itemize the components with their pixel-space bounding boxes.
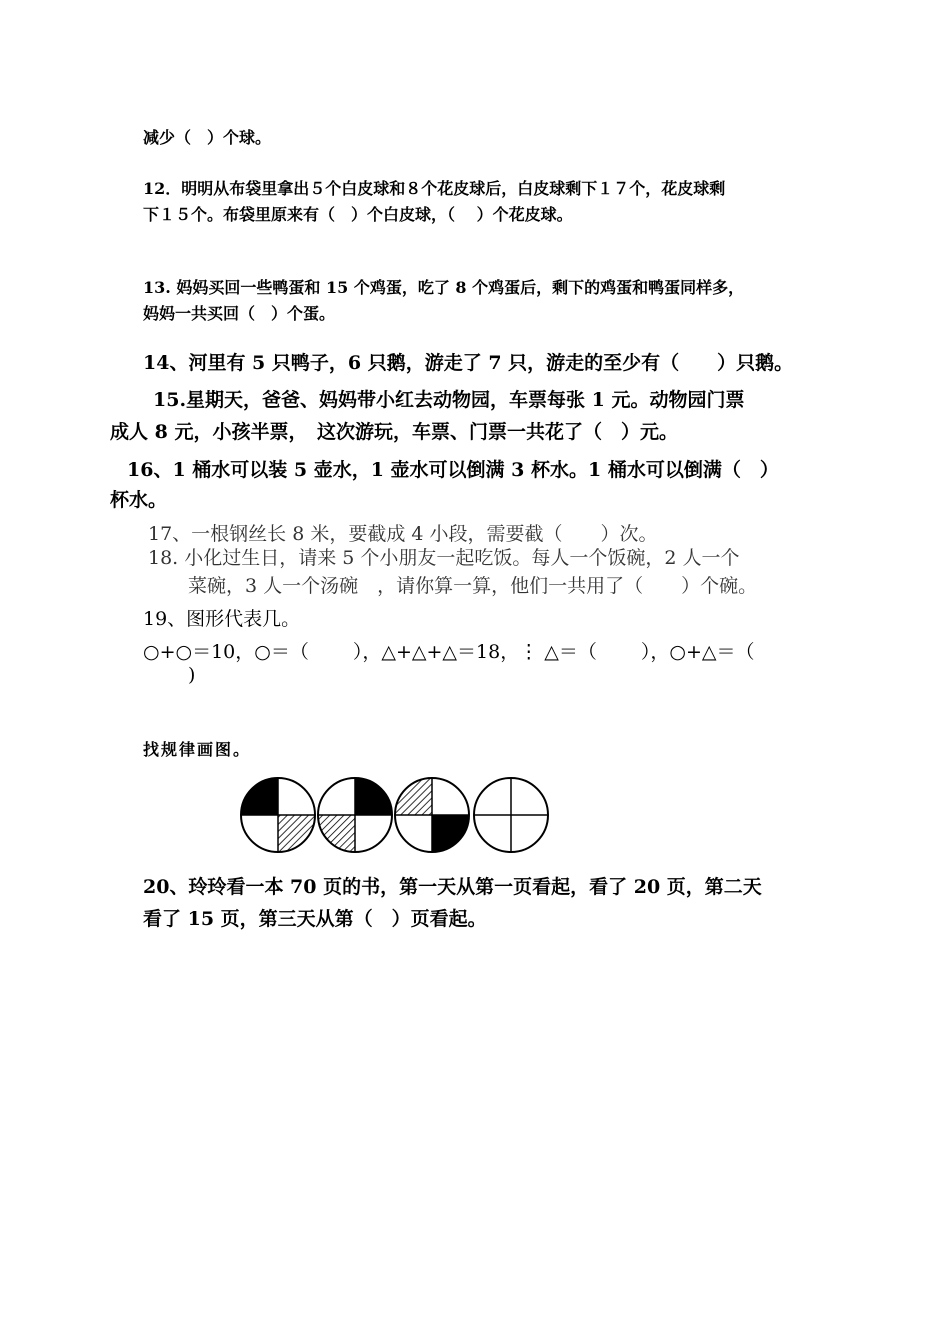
q14: 14、河里有 5 只鸭子，6 只鹅，游走了 7 只，游走的至少有（ ）只鹅。 — [143, 352, 794, 374]
q13-line2: 妈妈一共买回（ ）个蛋。 — [143, 304, 336, 323]
q16-line2: 杯水。 — [110, 489, 168, 511]
pattern-circle — [474, 778, 548, 852]
q16-line1: 16、1 桶水可以装 5 壶水，1 壶水可以倒满 3 杯水。1 桶水可以倒满（ ） — [127, 459, 779, 481]
q18-line2: 菜碗，3 人一个汤碗 ，请你算一算，他们一共用了（ ）个碗。 — [188, 575, 758, 597]
q12-line1: 12．明明从布袋里拿出５个白皮球和８个花皮球后，白皮球剩下１７个，花皮球剩 — [143, 179, 726, 198]
pattern-circles-figure — [238, 772, 558, 862]
q18-line1: 18. 小化过生日，请来 5 个小朋友一起吃饭。每人一个饭碗，2 人一个 — [148, 547, 740, 569]
pattern-title: 找规律画图。 — [143, 740, 252, 759]
q11-tail: 减少（ ）个球。 — [143, 128, 272, 147]
q19-title: 19、图形代表几。 — [143, 608, 301, 630]
q13-line1: 13. 妈妈买回一些鸭蛋和 15 个鸡蛋，吃了 8 个鸡蛋后，剩下的鸡蛋和鸭蛋同样多， — [143, 278, 745, 297]
q19-equations-tail: ) — [188, 664, 196, 686]
q19-equations: ○+○＝10，○＝（ ），△+△+△＝18，⋮ △＝（ ），○+△＝（ — [143, 641, 755, 663]
q15-line1: 15.星期天，爸爸、妈妈带小红去动物园，车票每张 1 元。动物园门票 — [153, 389, 745, 411]
q17: 17、一根钢丝长 8 米，要截成 4 小段，需要截（ ）次。 — [148, 523, 658, 545]
pattern-circle — [241, 778, 315, 852]
q20-line1: 20、玲玲看一本 70 页的书，第一天从第一页看起，看了 20 页，第二天 — [143, 876, 762, 898]
q20-line2: 看了 15 页，第三天从第（ ）页看起。 — [143, 908, 487, 930]
q15-line2: 成人 8 元，小孩半票， 这次游玩，车票、门票一共花了（ ）元。 — [110, 421, 678, 443]
pattern-circle — [395, 778, 469, 852]
pattern-circle — [318, 778, 392, 852]
q12-line2: 下１５个。布袋里原来有（ ）个白皮球，（ ）个花皮球。 — [143, 205, 573, 224]
